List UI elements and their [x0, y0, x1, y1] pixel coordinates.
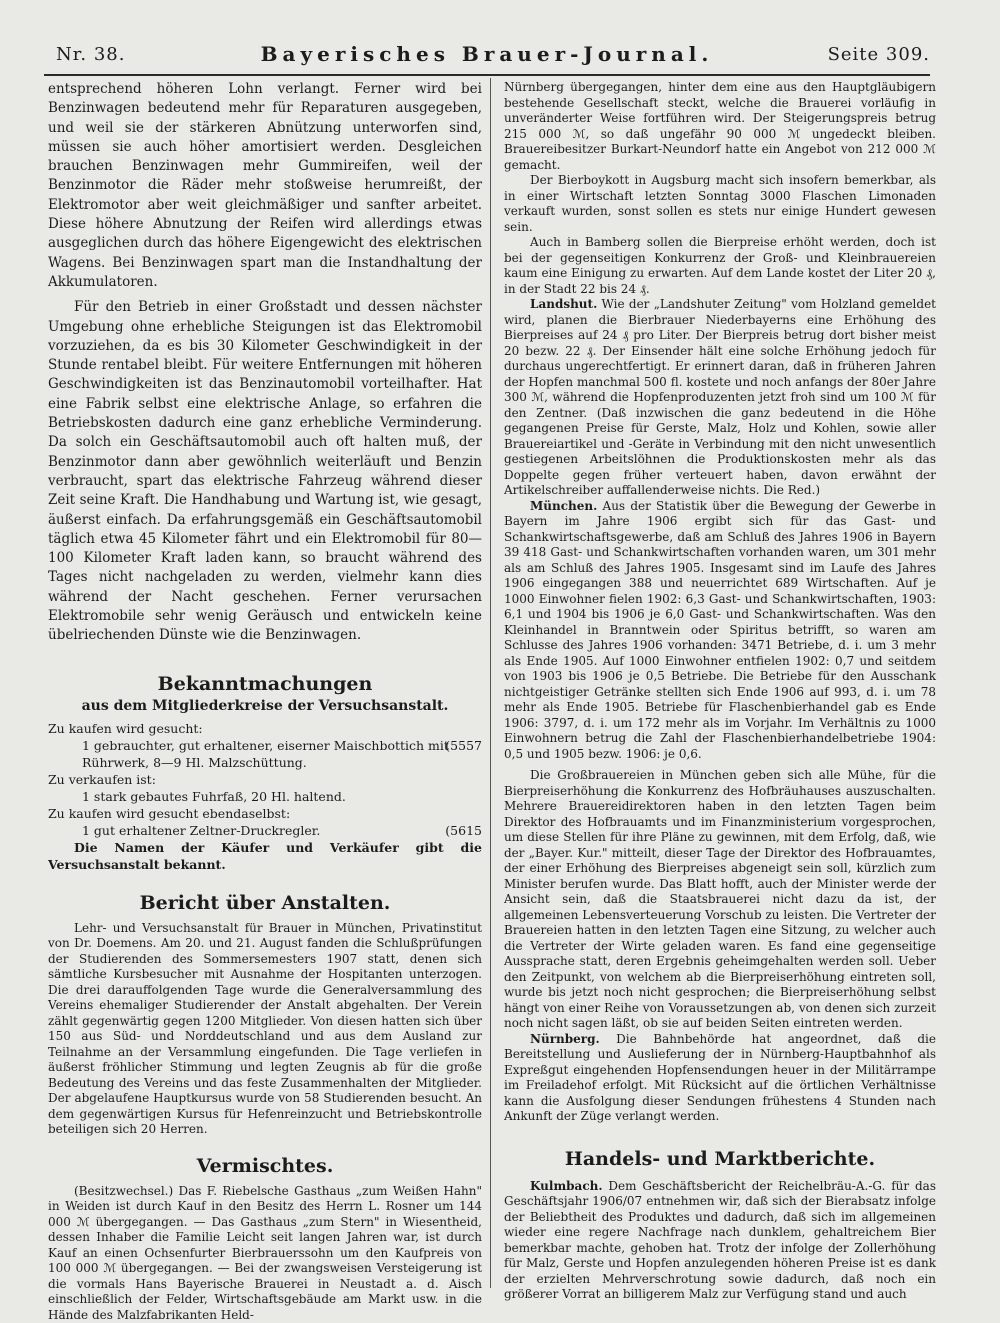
article-paragraph	[504, 1032, 936, 1125]
ad-code: (5557	[445, 737, 482, 753]
page-header	[44, 40, 930, 76]
dateline: Nürnberg.	[530, 1031, 600, 1046]
article-paragraph: Lehr- und Versuchsanstalt für Brauer in München, Privatinstitut von Dr. Doemens. Am 20. und 21. August fanden die Schlußprüfungen der Studierenden des Sommersemesters 1907 statt, denen sich sämtliche Kursbesucher mit Ausnahme der Hospitanten unterzogen. Die drei darauffolgenden Tage wurde die Generalversammlung des Vereins ehemaliger Studierender der Anstalt abgehalten. Der Verein zählt gegenwärtig gegen 1200 Mitglieder. Von diesen hatten sich über 150 aus Süd- und Norddeutschland und aus dem Ausland zur Teilnahme an der Versammlung eingefunden. Die Tage verliefen in äußerst fröhlicher Stimmung und legten Zeugnis ab für die große Bedeutung des Vereins und das feste Zusammenhalten der Mitglieder. Der abgelaufene Hauptkursus wurde von 58 Studierenden besucht. An dem gegenwärtigen Kursus für Hefenreinzucht und Betriebskontrolle beteiligen sich 20 Herren.	[48, 920, 482, 1137]
journal-title: Bayerisches Brauer-Journal.	[260, 42, 714, 66]
ad-text: 1 gut erhaltener Zeltner-Druckregler.	[82, 822, 321, 838]
dateline: Kulmbach.	[530, 1178, 603, 1193]
article-paragraph	[504, 499, 936, 763]
left-column	[48, 80, 482, 1323]
ad-label: Zu kaufen wird gesucht ebendaselbst:	[48, 805, 291, 821]
column-rule	[490, 78, 491, 1288]
paragraph-text: Die Bahnbehörde hat angeordnet, daß die Bereitstellung und Auslieferung der in Nürnberg-Hauptbahnhof als Expreßgut eingehenden Hopfensendungen heuer in der Militärrampe im Freiladehof erfolgt. Mit Rücksicht auf die örtlichen Verhältnisse kann die Ausfolgung dieser Sendungen frühestens 4 Stunden nach Ankunft der Züge verlangt werden.	[504, 1031, 936, 1123]
ad-code: (5615	[445, 822, 482, 838]
ad-text: 1 gebrauchter, gut erhaltener, eiserner Maischbottich mit Rührwerk, 8—9 Hl. Malzschüttung.	[82, 737, 449, 770]
article-paragraph: Für den Betrieb in einer Großstadt und dessen nächster Umgebung ohne erhebliche Steigungen ist das Elektromobil vorzuziehen, da es bis 30 Kilometer Geschwindigkeit in der Stunde rentabel bleibt. Für weitere Entfernungen mit höheren Geschwindigkeiten ist das Benzinautomobil vorteilhafter. Hat eine Fabrik selbst eine elektrische Anlage, so erfahren die Betriebskosten dadurch eine ganz erhebliche Verminderung. Da solch ein Geschäftsautomobil auch oft halten muß, der Benzinmotor dann aber gewöhnlich weiterläuft und Benzin verbraucht, spart das elektrische Fahrzeug während dieser Zeit seine Kraft. Die Handhabung und Wartung ist, wie gesagt, äußerst einfach. Da erfahrungsgemäß ein Geschäftsautomobil täglich etwa 45 Kilometer fährt und ein Elektromobil für 80—100 Kilometer Kraft laden kann, so braucht während des Tages nicht nachgeladen zu werden, vielmehr kann dies während der Nacht geschehen. Ferner verursachen Elektromobile sehr wenig Geräusch und entwickeln keine übelriechenden Dünste wie die Benzinwagen.	[48, 299, 482, 644]
ad-item	[48, 737, 482, 771]
section-title-bekanntmachungen: Bekanntmachungen	[157, 672, 373, 695]
section-title-vermischtes: Vermischtes.	[196, 1154, 334, 1177]
paragraph-text: Dem Geschäftsbericht der Reichelbräu-A.-G. für das Geschäftsjahr 1906/07 entnehmen wir, daß sich der Bierabsatz infolge der Beliebtheit des Produktes und dadurch, daß sich im allgemeinen wieder eine regere Nachfrage nach dunklem, gehaltreichem Bier bemerkbar machte, gehoben hat. Trotz der infolge der Zollerhöhung für Malz, Gerste und Hopfen anzulegenden höheren Preise ist es dank der erzielten Mehrverschrotung sowie dadurch, daß noch ein größerer Vorrat an billigerem Malz zur Verfügung stand und auch	[504, 1178, 936, 1301]
dateline: München.	[530, 498, 598, 513]
article-paragraph: Der Bierboykott in Augsburg macht sich insofern bemerkbar, als in einer Wirtschaft letzten Sonntag 3000 Flaschen Limonaden verkauft wurden, sonst sollen es stets nur einige Hundert gewesen sein.	[504, 173, 936, 234]
section-subtitle: aus dem Mitgliederkreise der Versuchsanstalt.	[81, 697, 449, 714]
ad-item	[48, 822, 482, 839]
ad-item: 1 stark gebautes Fuhrfaß, 20 Hl. haltend.	[82, 788, 346, 804]
article-continuation: Nürnberg übergegangen, hinter dem eine aus den Hauptgläubigern bestehende Gesellschaft steckt, welche die Brauerei vorläufig in unveränderter Weise fortführen wird. Der Steigerungspreis betrug 215 000 ℳ, so daß ungefähr 90 000 ℳ ungedeckt bleiben. Brauereibesitzer Burkart-Neundorf hatte ein Angebot von 212 000 ℳ gemacht.	[504, 80, 936, 172]
article-paragraph: (Besitzwechsel.) Das F. Riebelsche Gasthaus „zum Weißen Hahn" in Weiden ist durch Kauf in den Besitz des Herrn L. Rosner um 144 000 ℳ übergegangen. — Das Gasthaus „zum Stern" in Wiesentheid, dessen Inhaber die Familie Leicht seit langen Jahren war, ist durch Kauf an einen Ochsenfurter Bierbrauerssohn um den Kaufpreis von 100 000 ℳ übergegangen. — Bei der zwangsweisen Versteigerung ist die vormals Hans Bayerische Brauerei in Neustadt a. d. Aisch einschließlich der Felder, Wirtschaftsgebäude am Markt usw. in die Hände des Malzfabrikanten Held-	[48, 1183, 482, 1322]
right-column	[504, 80, 936, 1303]
issue-number: Nr. 38.	[56, 44, 126, 65]
ad-label: Zu kaufen wird gesucht:	[48, 720, 203, 736]
ad-note: Die Namen der Käufer und Verkäufer gibt die Versuchsanstalt bekannt.	[48, 839, 482, 872]
article-paragraph: Die Großbrauereien in München geben sich alle Mühe, für die Bierpreiserhöhung die Konkurrenz des Hofbräuhauses auszuschalten. Mehrere Brauereidirektoren haben in den letzten Tagen beim Direktor des Hofbrauamts und im Finanzministerium vorgesprochen, um diese Stellen für ihre Pläne zu gewinnen, mit dem Erfolg, daß, wie der „Bayer. Kur." mitteilt, dieser Tage der Direktor des Hofbrauamtes, der einer Erhöhung des Bierpreises abgeneigt sein soll, kürzlich zum Minister berufen wurde. Das Blatt hofft, auch der Minister werde der Ansicht sein, daß die Staatsbrauerei nicht dazu da ist, der allgemeinen Lebensverteuerung Vorschub zu leisten. Die Vertreter der Brauereien hatten in den letzten Tagen eine Sitzung, zu welcher auch die Vertreter der Wirte geladen waren. Es fand eine gegenseitige Aussprache statt, deren Ergebnis geheimgehalten werden soll. Ueber den Zeitpunkt, von welchem ab die Bierpreiserhöhung eintreten soll, wurde bis jetzt noch nicht gesprochen; die Bierpreiserhöhung selbst hängt von einer Reihe von Voraussetzungen ab, von denen sich zurzeit noch nicht sagen läßt, ob sie auf beiden Seiten eintreten werden.	[504, 768, 936, 1030]
article-continuation: entsprechend höheren Lohn verlangt. Ferner wird bei Benzinwagen bedeutend mehr für Reparaturen ausgegeben, und weil sie der stärkeren Abnützung unterworfen sind, müssen sie auch höher amortisiert werden. Desgleichen brauchen Benzinwagen mehr Gummireifen, weil der Benzinmotor die Räder mehr stoßweise herumreißt, der Elektromotor aber weit gleichmäßiger und sanfter arbeitet. Diese höhere Abnutzung der Reifen wird allerdings etwas ausgeglichen durch das höhere Eigengewicht des elektrischen Wagens. Bei Benzinwagen spart man die Instandhaltung der Akkumulatoren.	[48, 81, 482, 290]
paragraph-text: Aus der Statistik über die Bewegung der Gewerbe in Bayern im Jahre 1906 ergibt sich für das Gast- und Schankwirtschaftsgewerbe, daß am Schluß des Jahres 1906 in Bayern 39 418 Gast- und Schankwirtschaften vorhanden waren, um 301 mehr als am Schluß des Jahres 1905. Insgesamt sind im Laufe des Jahres 1906 eingegangen 388 und neuerrichtet 689 Wirtschaften. Auf je 1000 Einwohner fielen 1902: 6,3 Gast- und Schankwirtschaften, 1903: 6,1 und 1904 bis 1906 je 6,0 Gast- und Schankwirtschaften. Was den Kleinhandel in Branntwein oder Spiritus betrifft, so waren am Schlusse des Jahres 1906 vorhanden: 3471 Betriebe, d. i. um 3 mehr als Ende 1905. Auf 1000 Einwohner entfielen 1902: 0,7 und seitdem von 1903 bis 1906 je 0,5 Betriebe. Die Betriebe für den Ausschank nichtgeistiger Getränke stellten sich Ende 1906 auf 993, d. i. um 78 mehr als Ende 1905. Betriebe für Flaschenbierhandel gab es Ende 1906: 3797, d. i. um 172 mehr als im Vorjahr. Im Verhältnis zu 1000 Einwohnern betrug die Zahl der Flaschenbierhandelbetriebe 1904: 0,5 und 1905 bezw. 1906: je 0,6.	[504, 498, 936, 761]
page-number: Seite 309.	[827, 44, 930, 65]
ad-label: Zu verkaufen ist:	[48, 771, 156, 787]
section-title-bericht: Bericht über Anstalten.	[139, 891, 391, 914]
paragraph-text: Wie der „Landshuter Zeitung" vom Holzland gemeldet wird, planen die Bierbrauer Niederbayerns eine Erhöhung des Bierpreises auf 24 ₰ pro Liter. Der Bierpreis betrug dort bisher meist 20 bezw. 22 ₰. Der Einsender hält eine solche Erhöhung jedoch für durchaus ungerechtfertigt. Er erinnert daran, daß in früheren Jahren der Hopfen manchmal 500 fl. kostete und noch anfangs der 80er Jahre 300 ℳ, während die Hopfenproduzenten jetzt froh sind um 100 ℳ für den Zentner. (Daß inzwischen die ganz bedeutend in die Höhe gegangenen Preise für Gerste, Malz, Holz und Kohlen, sowie aller Brauereiartikel und -Geräte in Verbindung mit den nicht unwesentlich gestiegenen Arbeitslöhnen die Produktionskosten mehr als das Doppelte gegen früher verteuert haben, davon erwähnt der Artikelschreiber auffallenderweise nichts. Die Red.)	[504, 297, 936, 497]
dateline: Landshut.	[530, 297, 598, 311]
section-title-handel: Handels- und Marktberichte.	[564, 1147, 876, 1170]
article-paragraph	[504, 297, 936, 499]
article-paragraph: Auch in Bamberg sollen die Bierpreise erhöht werden, doch ist bei der gegenseitigen Konkurrenz der Groß- und Kleinbrauereien kaum eine Einigung zu erwarten. Auf dem Lande kostet der Liter 20 ₰, in der Stadt 22 bis 24 ₰.	[504, 235, 936, 296]
article-paragraph	[504, 1179, 936, 1303]
